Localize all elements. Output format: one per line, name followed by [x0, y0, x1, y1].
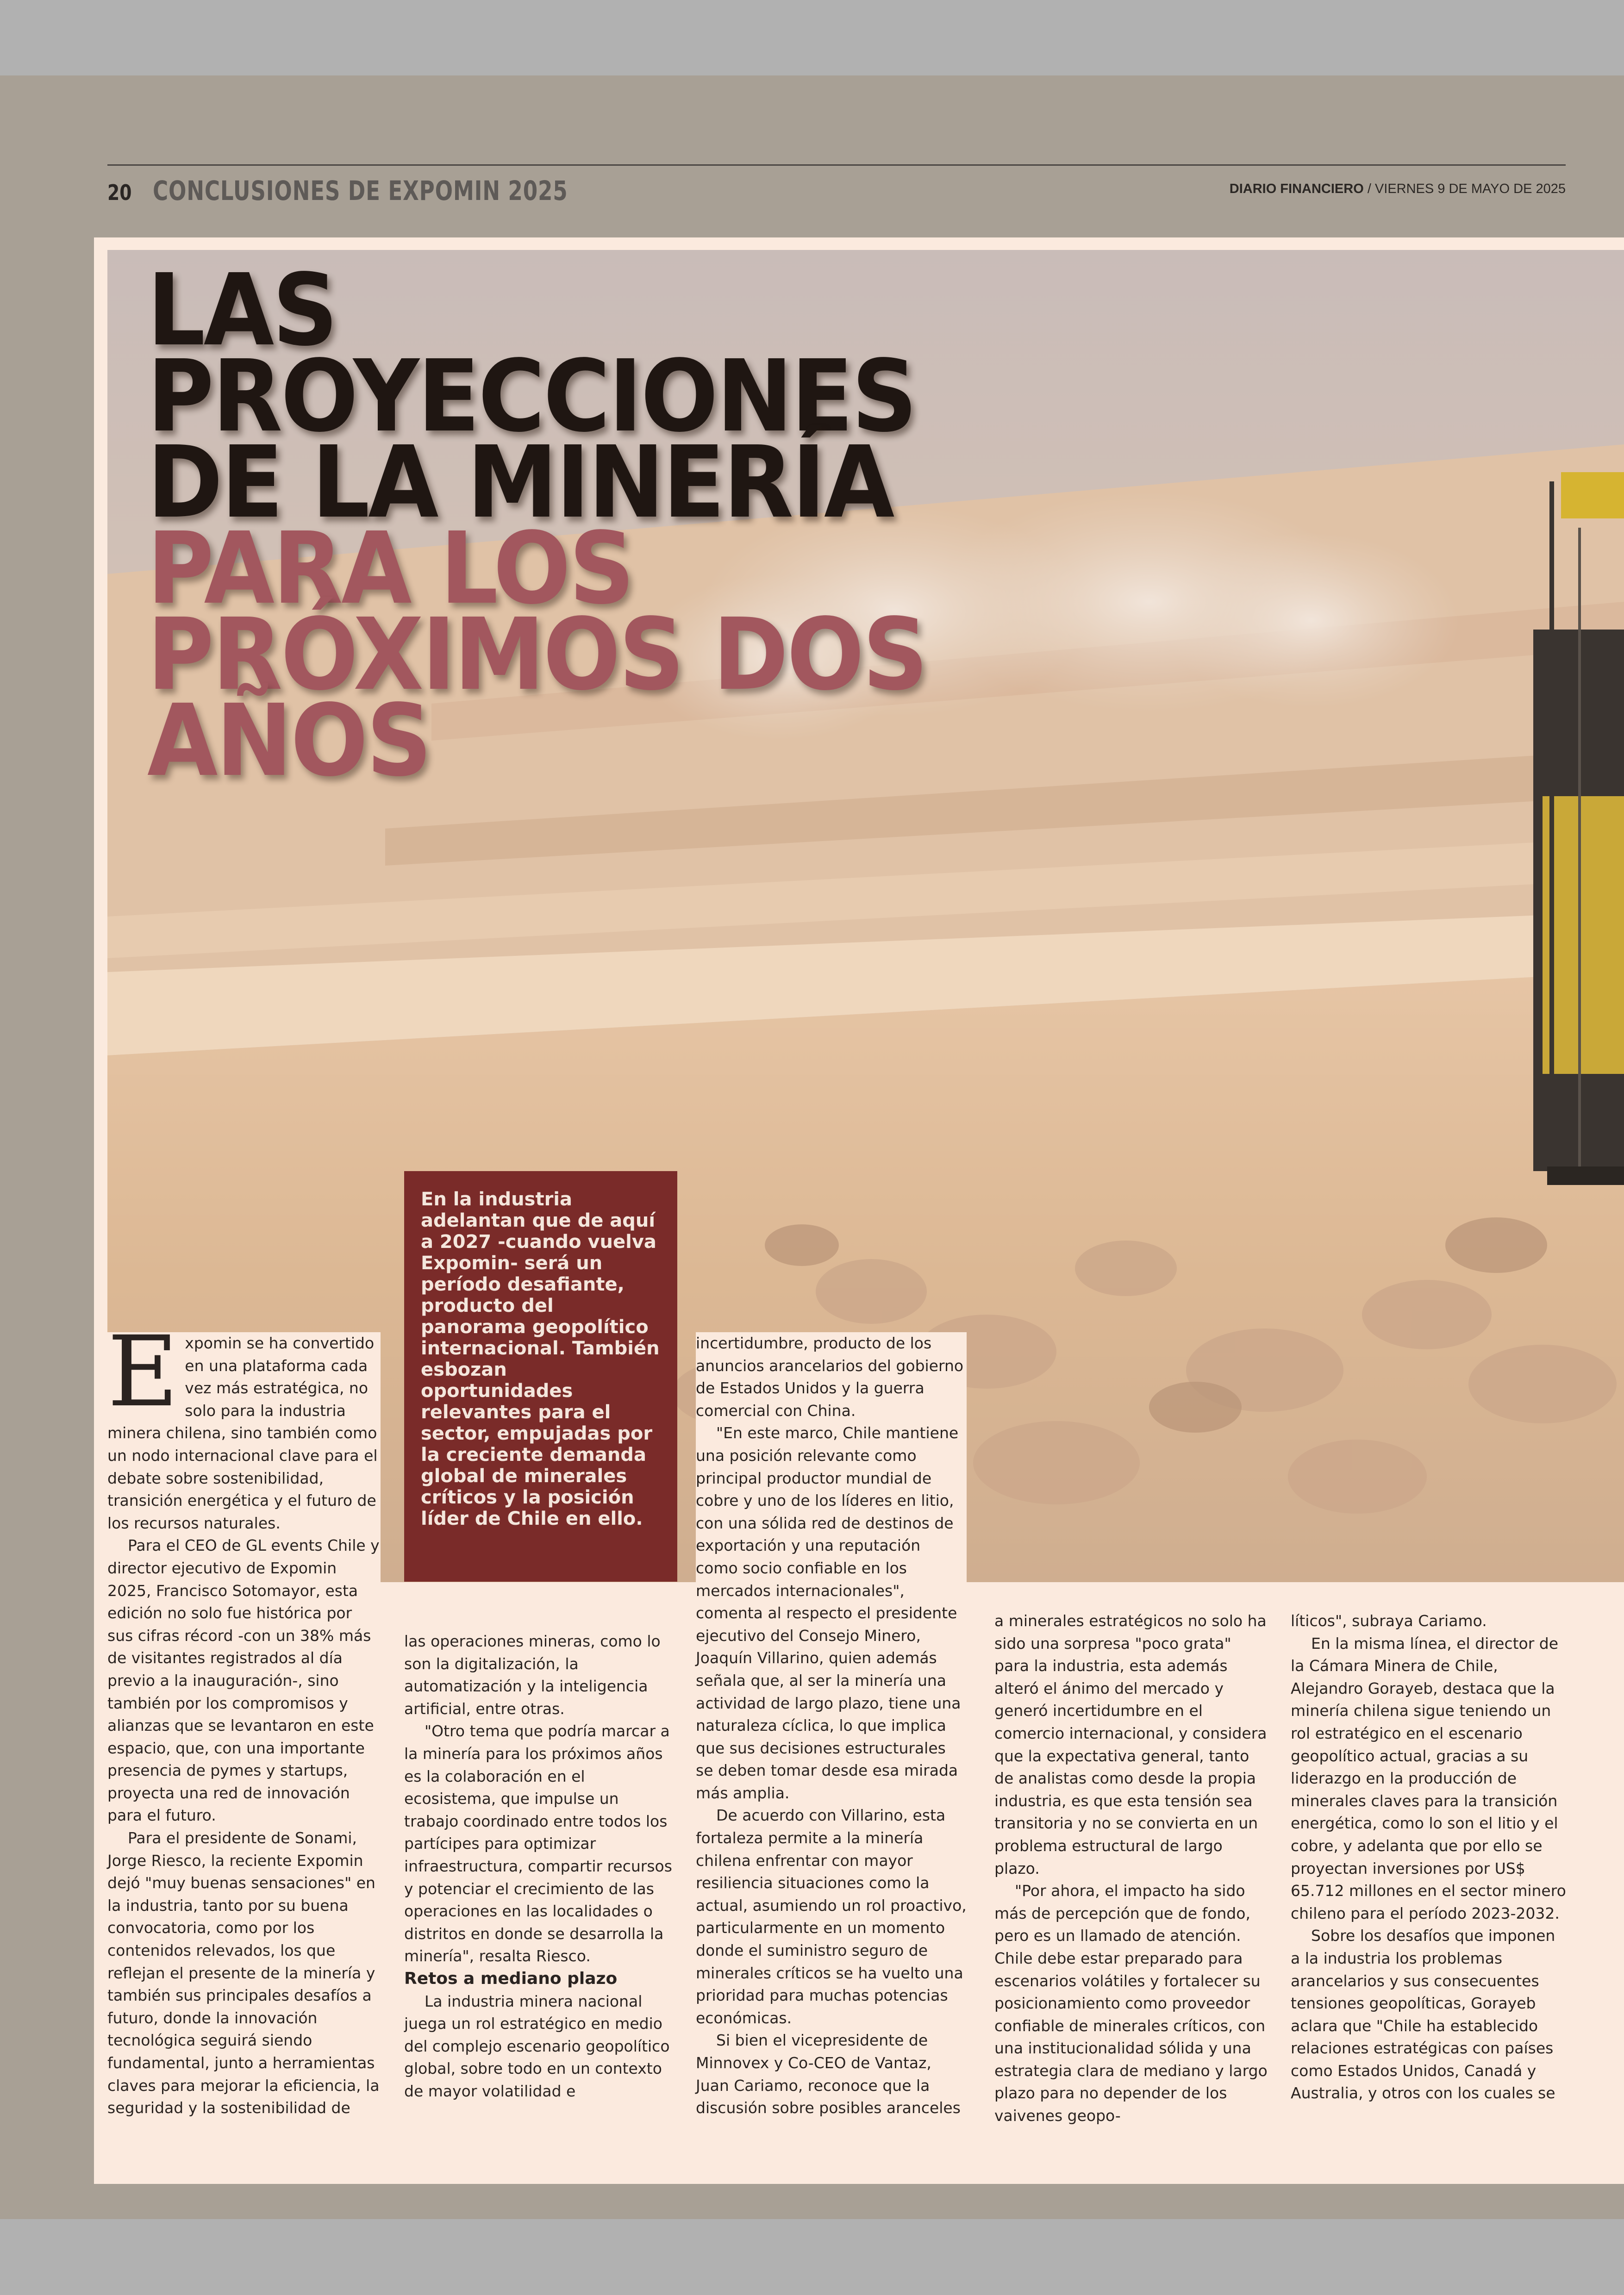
column-1-paragraph-3: Para el presidente de Sonami, Jorge Riesco, la reciente Expomin dejó "muy buenas sensaciones" en la industria, tanto por su buena convocatoria, como por los contenidos relevados, los que reflejan el presente de la minería y también sus principales desafíos a futuro, donde la innovación tecnológica seguirá siendo fundamental, junto a herramientas claves para mejorar la eficiencia, la seguridad y la sostenibilidad de — [107, 1829, 380, 2117]
drop-cap: E — [107, 1315, 179, 1428]
column-2-paragraph-1: las operaciones mineras, como lo son la digitalización, la automatización y la inteligencia artificial, entre otras. — [404, 1632, 661, 1718]
article-column-5 — [1291, 1610, 1568, 2101]
column-3-paragraph-2: "En este marco, Chile mantiene una posición relevante como principal productor mundial de cobre y uno de los líderes en litio, con una sólida red de destinos de exportación y una reputación como socio confiable en los mercados internacionales", comenta al respecto el presidente ejecutivo del Consejo Minero, Joaquín Villarino, quien además señala que, al ser la minería una actividad de largo plazo, tiene una naturaleza cíclica, lo que implica que sus decisiones estructurales se deben tomar desde esa mirada más amplia. — [696, 1424, 961, 1802]
article-column-2 — [404, 1630, 677, 2102]
article-headline — [147, 253, 927, 798]
column-1-paragraph-1: Expomin se ha convertido en una plataforma cada vez más estratégica, no solo para la industria minera chilena, sino también como un nodo internacional clave para el debate sobre sostenibilidad, transición energética y el futuro de los recursos naturales. — [107, 1315, 378, 1532]
viewer-background-top — [0, 0, 1624, 75]
column-5-paragraph-2: En la misma línea, el director de la Cámara Minera de Chile, Alejandro Gorayeb, destaca que la minería chilena sigue teniendo un rol estratégico en el escenario geopolítico actual, gracias a su liderazgo en la producción de minerales claves para la transición energética, como lo son el litio y el cobre, y adelanta que por ello se proyectan inversiones por US$ 65.712 millones en el sector minero chileno para el período 2023-2032. — [1291, 1634, 1566, 1922]
viewer-background-bottom — [0, 2219, 1624, 2295]
article-column-3 — [696, 1332, 967, 2117]
headline-line-5: PRÓXIMOS DOS — [147, 597, 927, 712]
column-3-paragraph-3: De acuerdo con Villarino, esta fortaleza permite a la minería chilena enfrentar con mayor resiliencia situaciones como la actual, asumiendo un rol proactivo, particularmente en un momento donde el suministro seguro de minerales críticos se ha vuelto una prioridad para muchas potencias económicas. — [696, 1806, 967, 2027]
running-header-right — [1230, 181, 1566, 197]
column-1-paragraph-2: Para el CEO de GL events Chile y director ejecutivo de Expomin 2025, Francisco Sotomayor, esta edición no solo fue histórica por sus cifras récord -con un 38% más de visitantes registrados al día previo a la inauguración-, sino también por los compromisos y alianzas que se levantaron en este espacio, que, con una importante presencia de pymes y startups, proyecta una red de innovación para el futuro. — [107, 1536, 380, 1825]
column-2-subhead: Retos a mediano plazo — [404, 1969, 618, 1988]
page-number: 20 — [107, 180, 132, 205]
headline-line-2: PROYECCIONES — [147, 339, 916, 454]
column-3-paragraph-1: incertidumbre, producto de los anuncios arancelarios del gobierno de Estados Unidos y la guerra comercial con China. — [696, 1334, 964, 1420]
pull-quote-box — [404, 1171, 677, 1582]
column-3-paragraph-4: Si bien el vicepresidente de Minnovex y Co-CEO de Vantaz, Juan Cariamo, reconoce que la discusión sobre posibles aranceles — [696, 2031, 961, 2117]
column-5-paragraph-3: Sobre los desafíos que imponen a la industria los problemas arancelarios y sus consecuentes tensiones geopolíticas, Gorayeb aclara que "Chile ha establecido relaciones estratégicas con países como Estados Unidos, Canadá y Australia, y otros con los cuales se — [1291, 1927, 1555, 2102]
column-4-paragraph-2: "Por ahora, el impacto ha sido más de percepción que de fondo, pero es un llamado de atención. Chile debe estar preparado para escenarios volátiles y fortalecer su posicionamiento como proveedor confiable de minerales críticos, con una institucionalidad sólida y una estrategia clara de mediano y largo plazo para no depender de los vaivenes geopo- — [994, 1882, 1268, 2125]
publication-date: / VIERNES 9 DE MAYO DE 2025 — [1367, 181, 1566, 196]
column-4-paragraph-1: a minerales estratégicos no solo ha sido una sorpresa "poco grata" para la industria, esta además alteró el ánimo del mercado y generó incertidumbre en el comercio internacional, y considera que la expectativa general, tanto de analistas como desde la propia industria, es que esta tensión sea transitoria y no se convierta en un problema estructural de largo plazo. — [994, 1612, 1267, 1877]
headline-line-6: AÑOS — [147, 683, 431, 798]
column-5-paragraph-1: líticos", subraya Cariamo. — [1291, 1612, 1487, 1630]
header-rule — [107, 164, 1566, 166]
article-column-1 — [107, 1315, 381, 2117]
publication-name: DIARIO FINANCIERO — [1229, 181, 1364, 196]
headline-line-4: PARA LOS — [147, 511, 633, 626]
running-header-left — [107, 175, 685, 212]
pull-quote-text: En la industria adelantan que de aquí a 2027 -cuando vuelva Expomin- será un período desafiante, producto del panorama geopolítico internacional. También esbozan oportunidades relevantes para el sector, empujadas por la creciente demanda global de minerales críticos y la posición líder de Chile en ello. — [421, 1189, 660, 1529]
headline-line-1: LAS — [147, 253, 337, 368]
column-2-paragraph-3: La industria minera nacional juega un rol estratégico en medio del complejo escenario geopolítico global, sobre todo en un contexto de mayor volatilidad e — [404, 1992, 670, 2100]
section-title: CONCLUSIONES DE EXPOMIN 2025 — [153, 175, 568, 206]
column-2-paragraph-2: "Otro tema que podría marcar a la minería para los próximos años es la colaboración en el ecosistema, que impulse un trabajo coordinado entre todos los partícipes para optimizar infraestructura, compartir recursos y potenciar el crecimiento de las operaciones en las localidades o distritos en donde se desarrolla la minería", resalta Riesco. — [404, 1722, 672, 1965]
article-column-4 — [994, 1610, 1268, 2125]
headline-line-3: DE LA MINERÍA — [147, 425, 893, 540]
